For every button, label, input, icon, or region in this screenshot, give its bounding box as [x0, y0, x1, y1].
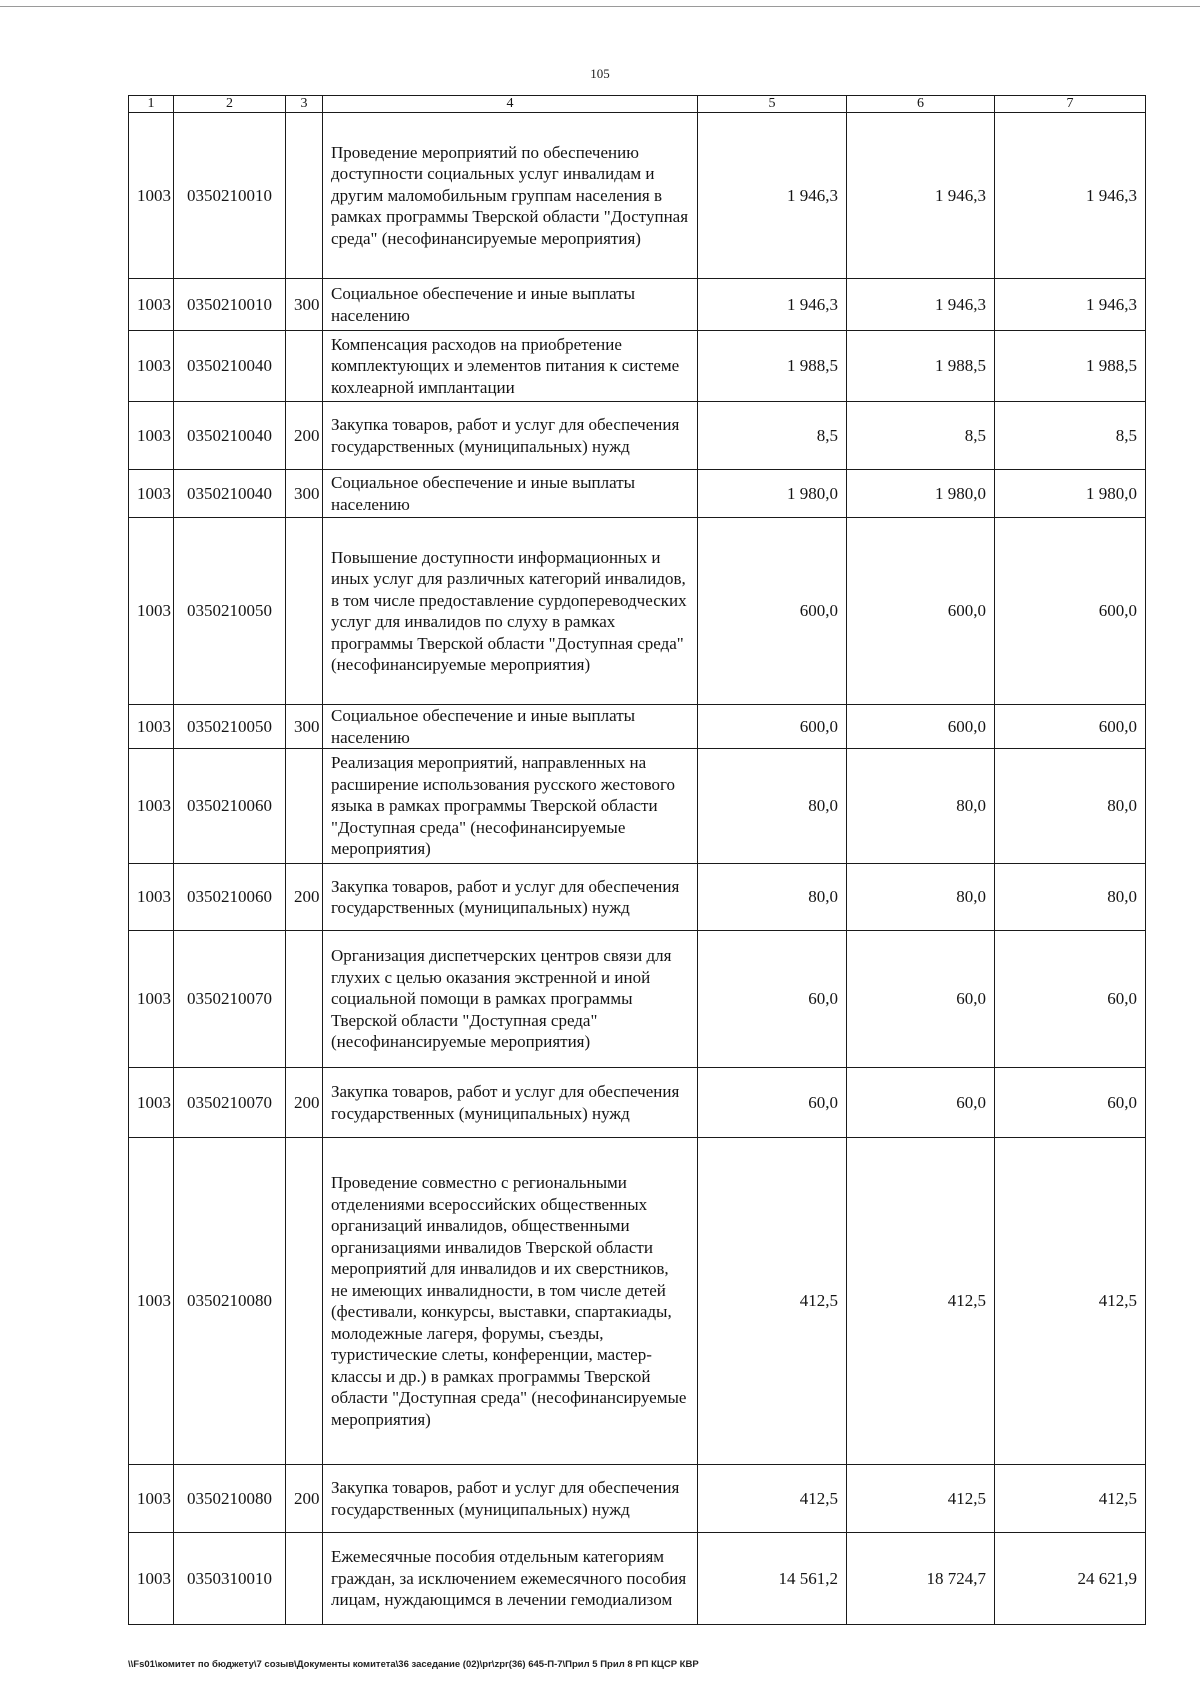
expense-type-code [286, 749, 323, 864]
amount-col-7: 1 980,0 [995, 470, 1146, 518]
page-number: 105 [590, 66, 610, 81]
amount-col-6: 412,5 [847, 1465, 995, 1533]
amount-col-5: 14 561,2 [698, 1533, 847, 1625]
amount-col-7: 1 946,3 [995, 113, 1146, 279]
amount-col-7: 600,0 [995, 518, 1146, 705]
amount-col-7: 412,5 [995, 1138, 1146, 1465]
amount-col-6: 80,0 [847, 864, 995, 931]
amount-col-5: 80,0 [698, 749, 847, 864]
expense-type-code [286, 518, 323, 705]
header-col-1: 1 [129, 96, 174, 113]
expense-type-code: 200 [286, 1068, 323, 1138]
section-code: 1003 [129, 705, 174, 749]
amount-col-5: 1 946,3 [698, 279, 847, 331]
target-article-code: 0350210040 [174, 470, 286, 518]
amount-col-5: 412,5 [698, 1465, 847, 1533]
top-border-line [0, 6, 1200, 7]
header-col-4: 4 [323, 96, 698, 113]
table-row [129, 518, 1146, 705]
expense-name: Проведение совместно с региональными отделениями всероссийских общественных организаций инвалидов, общественными организациями инвалидов Тверской области мероприятий для инвалидов и их сверстников, не имеющих инвалидности, в том числе детей (фестивали, конкурсы, выставки, спартакиады, молодежные лагеря, форумы, съезды, туристические слеты, конференции, мастер-классы и др.) в рамках программы Тверской области "Доступная среда" (несофинансируемые мероприятия) [323, 1138, 698, 1465]
expense-name: Ежемесячные пособия отдельным категориям граждан, за исключением ежемесячного пособия лицам, нуждающимся в лечении гемодиализом [323, 1533, 698, 1625]
target-article-code: 0350210070 [174, 931, 286, 1068]
expense-type-code [286, 931, 323, 1068]
header-col-7: 7 [995, 96, 1146, 113]
amount-col-6: 1 988,5 [847, 331, 995, 402]
expense-name: Социальное обеспечение и иные выплаты населению [323, 705, 698, 749]
section-code: 1003 [129, 1533, 174, 1625]
expense-type-code [286, 1533, 323, 1625]
target-article-code: 0350210010 [174, 113, 286, 279]
table-row [129, 1533, 1146, 1625]
amount-col-5: 412,5 [698, 1138, 847, 1465]
expense-type-code: 200 [286, 1465, 323, 1533]
section-code: 1003 [129, 402, 174, 470]
table-row [129, 705, 1146, 749]
header-col-5: 5 [698, 96, 847, 113]
amount-col-7: 8,5 [995, 402, 1146, 470]
target-article-code: 0350210060 [174, 864, 286, 931]
amount-col-7: 80,0 [995, 864, 1146, 931]
amount-col-7: 1 946,3 [995, 279, 1146, 331]
section-code: 1003 [129, 864, 174, 931]
amount-col-6: 1 980,0 [847, 470, 995, 518]
section-code: 1003 [129, 749, 174, 864]
section-code: 1003 [129, 1068, 174, 1138]
amount-col-7: 60,0 [995, 931, 1146, 1068]
amount-col-6: 60,0 [847, 1068, 995, 1138]
amount-col-7: 24 621,9 [995, 1533, 1146, 1625]
amount-col-7: 80,0 [995, 749, 1146, 864]
target-article-code: 0350210060 [174, 749, 286, 864]
amount-col-5: 60,0 [698, 1068, 847, 1138]
amount-col-7: 412,5 [995, 1465, 1146, 1533]
amount-col-5: 60,0 [698, 931, 847, 1068]
table-row [129, 470, 1146, 518]
table-row [129, 1138, 1146, 1465]
target-article-code: 0350210050 [174, 705, 286, 749]
header-col-6: 6 [847, 96, 995, 113]
expense-type-code: 300 [286, 470, 323, 518]
amount-col-6: 600,0 [847, 518, 995, 705]
target-article-code: 0350210080 [174, 1465, 286, 1533]
amount-col-6: 8,5 [847, 402, 995, 470]
table-row [129, 402, 1146, 470]
amount-col-6: 1 946,3 [847, 113, 995, 279]
expense-type-code [286, 113, 323, 279]
amount-col-6: 60,0 [847, 931, 995, 1068]
table-row [129, 331, 1146, 402]
expense-name: Компенсация расходов на приобретение комплектующих и элементов питания к системе кохлеарной имплантации [323, 331, 698, 402]
amount-col-5: 80,0 [698, 864, 847, 931]
expense-name: Организация диспетчерских центров связи для глухих с целью оказания экстренной и иной социальной помощи в рамках программы Тверской области "Доступная среда" (несофинансируемые мероприятия) [323, 931, 698, 1068]
table-row [129, 931, 1146, 1068]
table-row [129, 279, 1146, 331]
header-col-2: 2 [174, 96, 286, 113]
table-row [129, 113, 1146, 279]
section-code: 1003 [129, 470, 174, 518]
expense-type-code: 300 [286, 705, 323, 749]
expense-name: Закупка товаров, работ и услуг для обеспечения государственных (муниципальных) нужд [323, 1465, 698, 1533]
target-article-code: 0350210040 [174, 331, 286, 402]
amount-col-5: 600,0 [698, 518, 847, 705]
section-code: 1003 [129, 331, 174, 402]
section-code: 1003 [129, 1465, 174, 1533]
header-col-3: 3 [286, 96, 323, 113]
amount-col-5: 1 988,5 [698, 331, 847, 402]
amount-col-6: 80,0 [847, 749, 995, 864]
expense-type-code [286, 331, 323, 402]
amount-col-6: 600,0 [847, 705, 995, 749]
section-code: 1003 [129, 113, 174, 279]
table-row [129, 1068, 1146, 1138]
expense-type-code: 200 [286, 402, 323, 470]
amount-col-5: 600,0 [698, 705, 847, 749]
expense-type-code: 200 [286, 864, 323, 931]
amount-col-6: 18 724,7 [847, 1533, 995, 1625]
target-article-code: 0350210050 [174, 518, 286, 705]
expense-name: Реализация мероприятий, направленных на расширение использования русского жестового языка в рамках программы Тверской области "Доступная среда" (несофинансируемые мероприятия) [323, 749, 698, 864]
budget-table [128, 95, 1146, 1625]
footer-file-path: \\Fs01\комитет по бюджету\7 созыв\Документы комитета\36 заседание (02)\pr\zpr(36) 645-П-7\Прил 5 Прил 8 РП КЦСР КВР [128, 1659, 699, 1670]
table-row [129, 749, 1146, 864]
section-code: 1003 [129, 931, 174, 1068]
target-article-code: 0350210040 [174, 402, 286, 470]
amount-col-5: 1 946,3 [698, 113, 847, 279]
expense-name: Закупка товаров, работ и услуг для обеспечения государственных (муниципальных) нужд [323, 864, 698, 931]
expense-name: Проведение мероприятий по обеспечению доступности социальных услуг инвалидам и другим маломобильным группам населения в рамках программы Тверской области "Доступная среда" (несофинансируемые мероприятия) [323, 113, 698, 279]
expense-name: Закупка товаров, работ и услуг для обеспечения государственных (муниципальных) нужд [323, 1068, 698, 1138]
section-code: 1003 [129, 1138, 174, 1465]
target-article-code: 0350310010 [174, 1533, 286, 1625]
table-row [129, 864, 1146, 931]
amount-col-7: 60,0 [995, 1068, 1146, 1138]
amount-col-5: 8,5 [698, 402, 847, 470]
amount-col-6: 412,5 [847, 1138, 995, 1465]
table-row [129, 1465, 1146, 1533]
target-article-code: 0350210070 [174, 1068, 286, 1138]
expense-name: Закупка товаров, работ и услуг для обеспечения государственных (муниципальных) нужд [323, 402, 698, 470]
expense-type-code: 300 [286, 279, 323, 331]
target-article-code: 0350210010 [174, 279, 286, 331]
amount-col-7: 600,0 [995, 705, 1146, 749]
target-article-code: 0350210080 [174, 1138, 286, 1465]
header-row [129, 96, 1146, 113]
expense-name: Социальное обеспечение и иные выплаты населению [323, 470, 698, 518]
expense-name: Социальное обеспечение и иные выплаты населению [323, 279, 698, 331]
expense-type-code [286, 1138, 323, 1465]
amount-col-7: 1 988,5 [995, 331, 1146, 402]
section-code: 1003 [129, 518, 174, 705]
amount-col-5: 1 980,0 [698, 470, 847, 518]
amount-col-6: 1 946,3 [847, 279, 995, 331]
section-code: 1003 [129, 279, 174, 331]
expense-name: Повышение доступности информационных и иных услуг для различных категорий инвалидов, в том числе предоставление сурдопереводческих услуг для инвалидов по слуху в рамках программы Тверской области "Доступная среда" (несофинансируемые мероприятия) [323, 518, 698, 705]
